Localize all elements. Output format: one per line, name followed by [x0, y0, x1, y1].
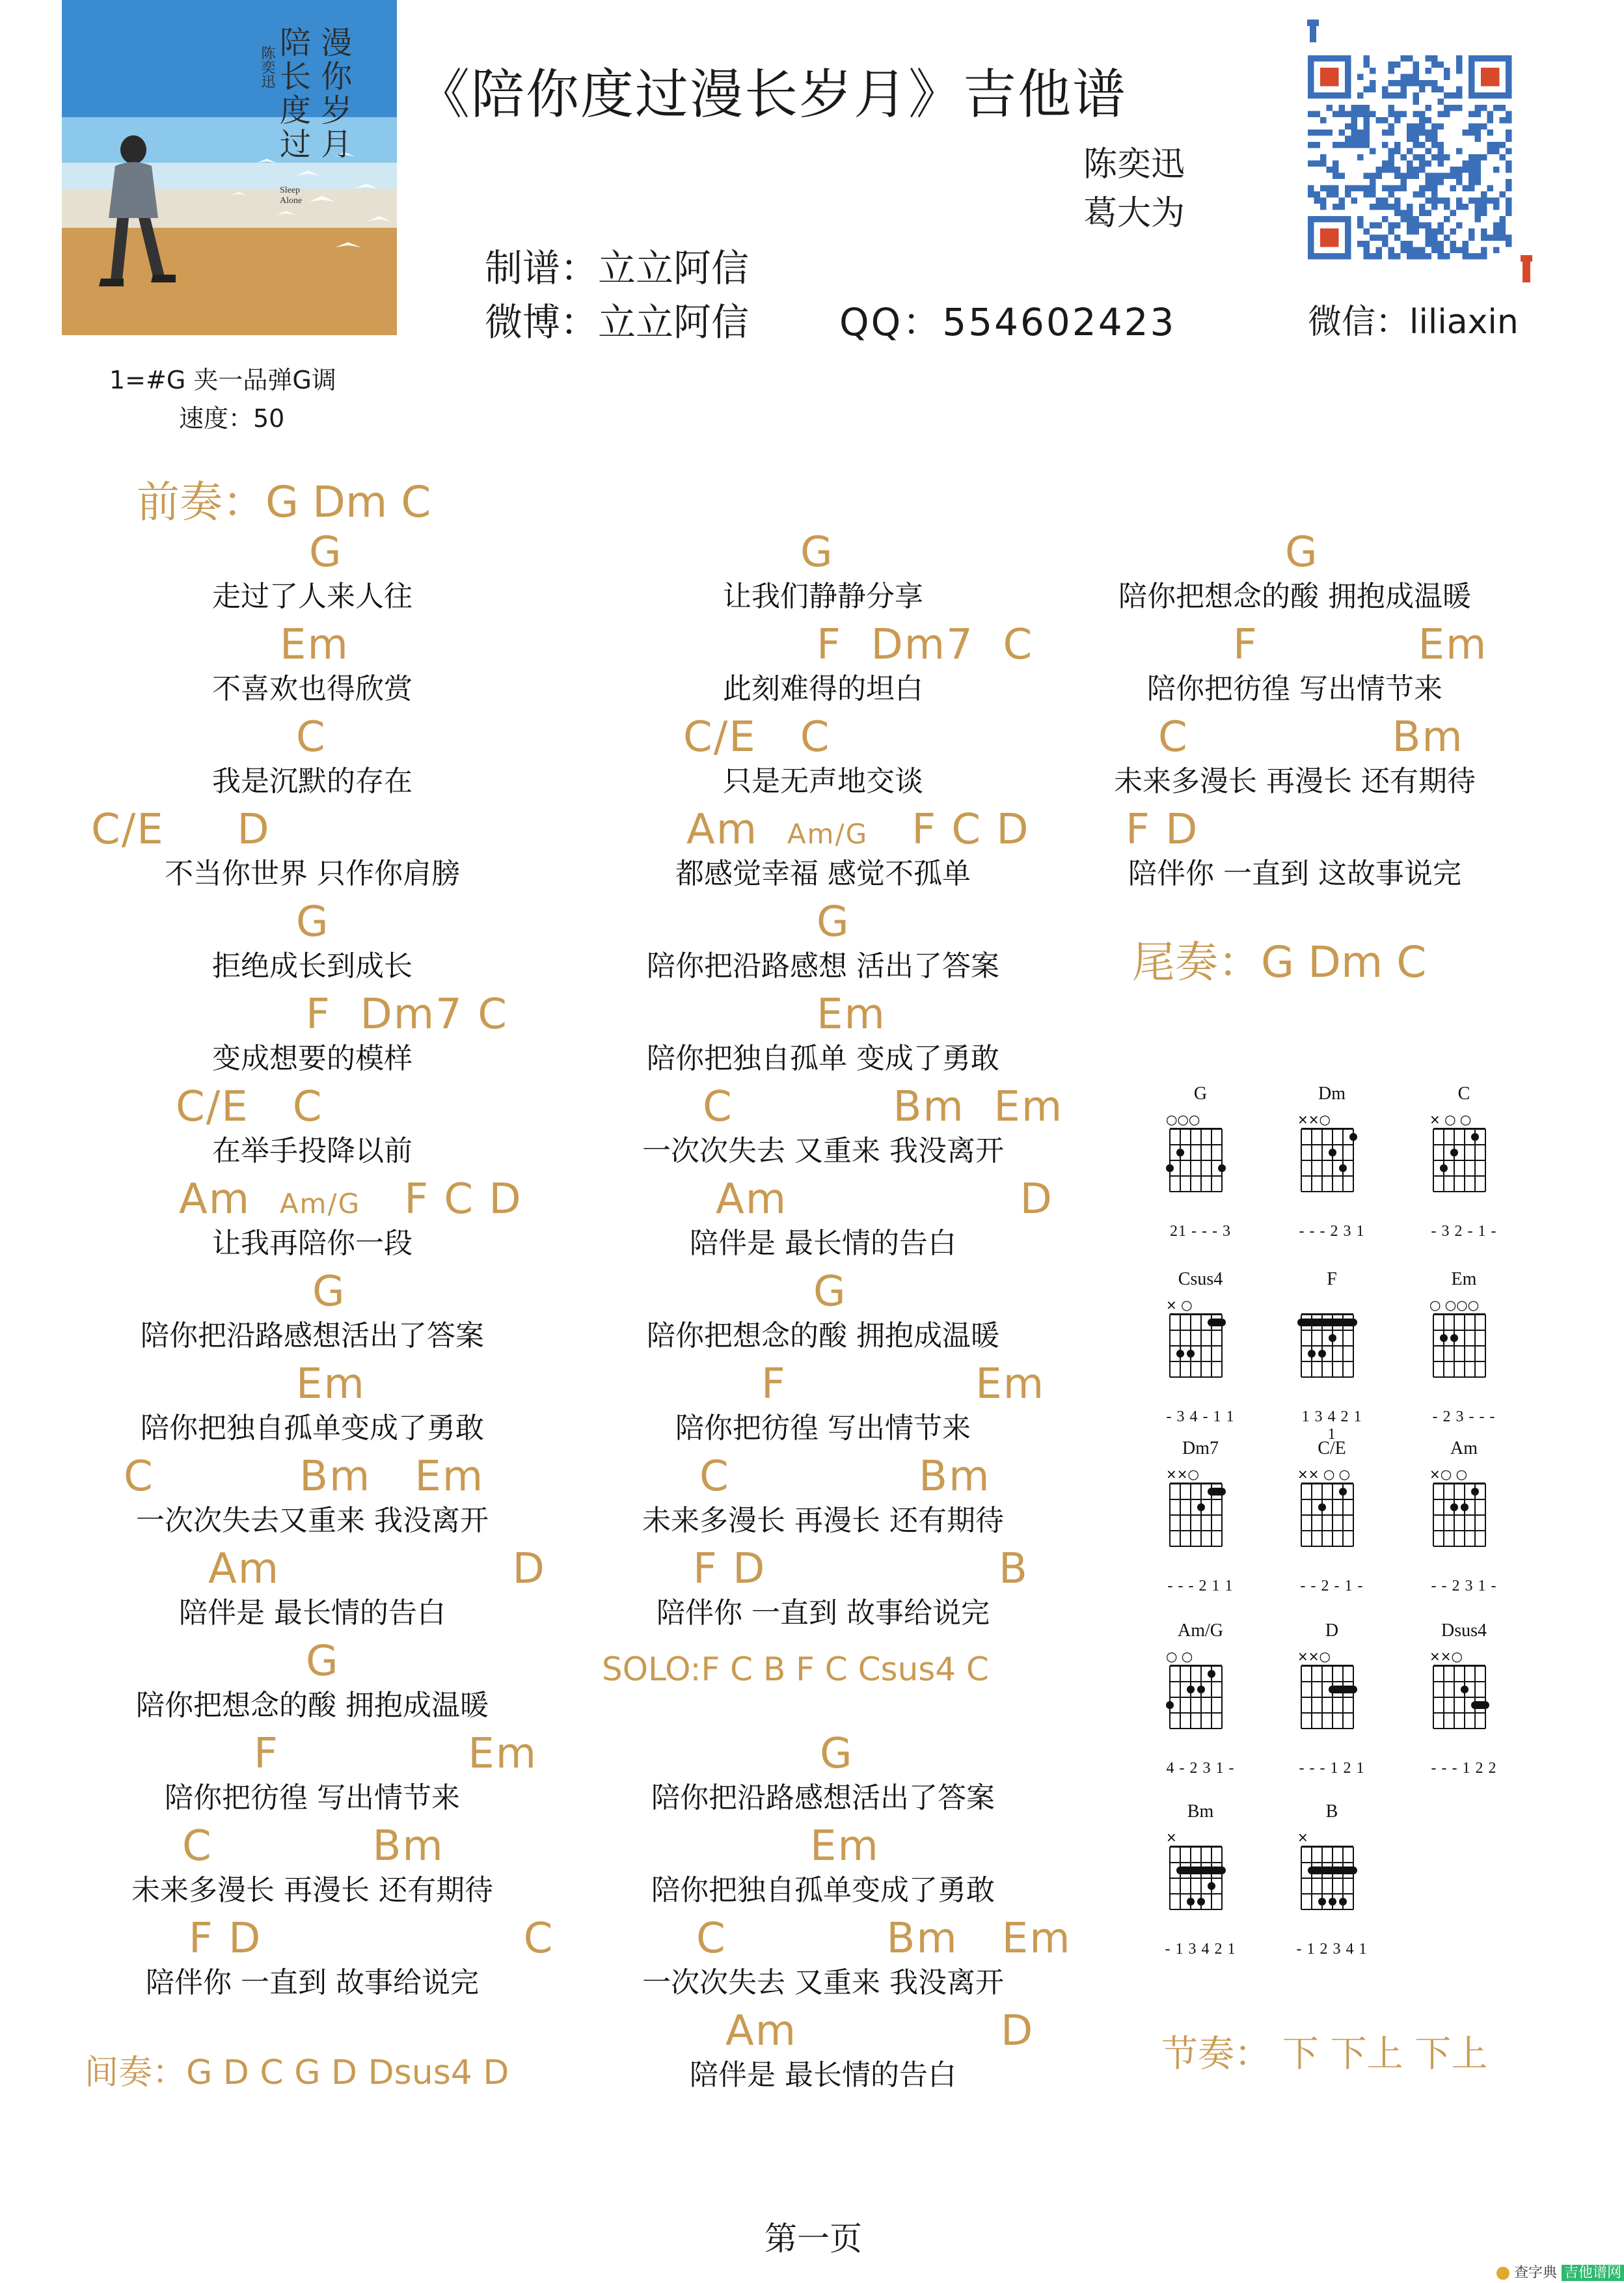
- chord-diagram-d: [1296, 1620, 1400, 1783]
- lyric-line: 陪你把想念的酸 拥抱成温暖: [647, 1319, 999, 1352]
- barre: [1297, 1319, 1357, 1326]
- wechat: 微信：liliaxin: [1308, 303, 1519, 342]
- open-mute-markers: ○ ○: [1166, 1648, 1193, 1664]
- finger-dot: [1308, 1350, 1316, 1358]
- chord-a: Am: [686, 806, 759, 854]
- lyric-line: 只是无声地交谈: [723, 765, 923, 798]
- chord-line: C/E D: [91, 806, 271, 854]
- chord-b: Am/G: [787, 818, 869, 850]
- lyric-line: 陪伴是 最长情的告白: [690, 2058, 956, 2092]
- chord-diagram-name: Dm7: [1182, 1438, 1219, 1458]
- fretboard: [1165, 1295, 1243, 1406]
- lyric-line: 未来多漫长 再漫长 还有期待: [131, 1874, 493, 1907]
- chord-line: F Em: [254, 1730, 538, 1778]
- fingering: 4 - 2 3 1 -: [1166, 1760, 1235, 1777]
- chord-diagram-name: F: [1327, 1269, 1337, 1289]
- fingering: - 2 3 - - -: [1432, 1408, 1496, 1425]
- arranger: 制谱：立立阿信: [485, 246, 750, 290]
- lyric-line: 陪你把沿路感想活出了答案: [651, 1781, 995, 1814]
- open-mute-markers: ×× ○ ○: [1297, 1466, 1351, 1482]
- fingering: - 3 4 - 1 1: [1166, 1408, 1235, 1425]
- chord-line: F Em: [1233, 621, 1488, 669]
- chord-diagram-name: Am/G: [1178, 1620, 1223, 1641]
- fretboard: [1296, 1110, 1374, 1220]
- chord-line: G: [800, 528, 834, 577]
- fretboard: [1165, 1110, 1243, 1220]
- chord-diagram-name: Csus4: [1178, 1269, 1223, 1289]
- chord-line: G: [820, 1730, 854, 1778]
- open-mute-markers: ×○ ○: [1429, 1466, 1468, 1482]
- chord-b: Am/G: [279, 1188, 361, 1220]
- finger-dot: [1339, 1898, 1347, 1906]
- finger-dot: [1166, 1164, 1174, 1172]
- finger-dot: [1329, 1898, 1336, 1906]
- outro-label: 尾奏：G Dm C: [1132, 937, 1427, 987]
- fingering: - 1 2 3 4 1: [1296, 1941, 1368, 1958]
- chord-line: F D: [1126, 806, 1199, 854]
- chord-diagram-name: Dm: [1318, 1084, 1346, 1104]
- barre: [1176, 1866, 1226, 1874]
- chord-diagram-am-g: [1165, 1620, 1269, 1783]
- chord-diagram-b: [1296, 1801, 1400, 1964]
- solo-line: SOLO:F C B F C Csus4 C: [602, 1650, 989, 1688]
- chord-diagram-name: Dsus4: [1441, 1620, 1487, 1641]
- chord-diagram-name: Am: [1450, 1438, 1478, 1458]
- chord-line: Em: [817, 991, 886, 1039]
- open-mute-markers: × ○ ○: [1429, 1112, 1472, 1127]
- lyric-line: 让我再陪你一段: [212, 1227, 413, 1260]
- fretboard: [1165, 1464, 1243, 1575]
- chord-c: F C D: [912, 806, 1030, 854]
- open-mute-markers: ○ ○○○: [1429, 1297, 1480, 1313]
- finger-dot: [1176, 1350, 1184, 1358]
- site-logo: 查字典 吉他谱网: [1496, 2262, 1624, 2282]
- finger-dot: [1440, 1334, 1448, 1342]
- finger-dot: [1166, 1701, 1174, 1709]
- finger-dot: [1339, 1488, 1347, 1496]
- barre: [1208, 1319, 1226, 1326]
- fingering: - 3 2 - 1 -: [1431, 1223, 1497, 1240]
- finger-dot: [1187, 1686, 1195, 1693]
- fingering: - - 2 - 1 -: [1300, 1578, 1364, 1594]
- finger-dot: [1450, 1334, 1458, 1342]
- chord-line: Am D: [725, 2007, 1035, 2055]
- lyric-line: 陪你把彷徨 写出情节来: [675, 1412, 971, 1445]
- strum-pattern: 节奏： 下 下上 下上: [1161, 2033, 1488, 2075]
- fingering: - - - 1 2 1: [1299, 1760, 1365, 1777]
- finger-dot: [1197, 1898, 1205, 1906]
- page-number: 第一页: [765, 2220, 862, 2258]
- finger-dot: [1187, 1350, 1195, 1358]
- chord-line: C/E C: [176, 1083, 323, 1131]
- open-mute-markers: ××○: [1166, 1466, 1199, 1482]
- chord-line: F D B: [693, 1545, 1029, 1593]
- finger-dot: [1339, 1164, 1347, 1172]
- fingering: - - - 1 2 2: [1431, 1760, 1497, 1777]
- finger-dot: [1461, 1503, 1468, 1511]
- finger-dot: [1208, 1882, 1215, 1890]
- cover-title: 陪 漫 长 你 度 岁 过 月: [280, 25, 353, 163]
- chord-diagram-name: C: [1457, 1084, 1470, 1104]
- chord-line: C/E C: [683, 713, 831, 761]
- chord-line: Em: [810, 1822, 880, 1870]
- finger-dot: [1197, 1686, 1205, 1693]
- chord-diagram-name: Em: [1451, 1269, 1477, 1289]
- lyric-line: 陪你把想念的酸 拥抱成温暖: [1118, 580, 1471, 613]
- fingering: - - - 2 1 1: [1167, 1578, 1234, 1594]
- open-mute-markers: ××○: [1429, 1648, 1463, 1664]
- lyric-line: 都感觉幸福 感觉不孤单: [675, 857, 971, 890]
- lyric-line: 陪你把沿路感想 活出了答案: [647, 950, 999, 983]
- key-info: 1=#G 夹一品弹G调: [109, 366, 336, 394]
- lyric-line: 未来多漫长 再漫长 还有期待: [642, 1504, 1004, 1537]
- barre: [1308, 1866, 1357, 1874]
- chord-diagram-name: B: [1325, 1801, 1338, 1822]
- fingering: 21 - - - 3: [1170, 1223, 1231, 1240]
- chord-a: Am: [179, 1175, 251, 1224]
- album-cover: [62, 0, 397, 335]
- lyric-line: 我是沉默的存在: [212, 765, 413, 798]
- chord-line: G: [813, 1268, 847, 1316]
- lyric-line: 未来多漫长 再漫长 还有期待: [1114, 765, 1476, 798]
- chord-line: [179, 1175, 522, 1224]
- logo-icon: [1496, 2267, 1509, 2280]
- lyric-line: 不当你世界 只作你肩膀: [165, 857, 460, 890]
- qq: QQ：554602423: [839, 300, 1176, 344]
- finger-dot: [1318, 1898, 1326, 1906]
- qr-code: [1292, 20, 1539, 286]
- lyric-line: 陪你把想念的酸 拥抱成温暖: [136, 1689, 489, 1722]
- chord-line: F Dm7 C: [817, 621, 1034, 669]
- open-mute-markers: ××○: [1297, 1112, 1331, 1127]
- chord-diagram-c-e: [1296, 1438, 1400, 1601]
- chord-line: C Bm: [1158, 713, 1464, 761]
- finger-dot: [1176, 1149, 1184, 1156]
- intro-label: 前奏：G Dm C: [137, 477, 431, 527]
- chord-diagram-csus4: [1165, 1269, 1269, 1432]
- lyric-line: 陪伴你 一直到 故事给说完: [146, 1966, 479, 1999]
- lyric-line: 一次次失去又重来 我没离开: [136, 1504, 489, 1537]
- chord-diagram-name: G: [1193, 1084, 1208, 1104]
- fretboard: [1428, 1295, 1506, 1406]
- finger-dot: [1318, 1350, 1326, 1358]
- finger-dot: [1218, 1164, 1226, 1172]
- fretboard: [1165, 1647, 1243, 1757]
- singer: 陈奕迅: [1083, 145, 1185, 184]
- chord-diagram-f: [1296, 1269, 1400, 1443]
- cover-artist: 陈奕迅: [259, 46, 275, 89]
- fretboard: [1428, 1464, 1506, 1575]
- lyric-line: 陪你把彷徨 写出情节来: [165, 1781, 460, 1814]
- chord-line: C Bm Em: [703, 1083, 1064, 1131]
- fretboard: [1165, 1827, 1243, 1938]
- composer: 葛大为: [1083, 194, 1185, 233]
- finger-dot: [1329, 1686, 1336, 1693]
- chord-line: G: [306, 1637, 340, 1686]
- fretboard: [1428, 1110, 1506, 1220]
- chord-line: C: [296, 713, 327, 761]
- chord-diagram-dm7: [1165, 1438, 1269, 1601]
- page-title: 《陪你度过漫长岁月》吉他谱: [416, 64, 1128, 126]
- open-mute-markers: ×: [1166, 1829, 1177, 1845]
- lyric-line: 陪伴你 一直到 这故事说完: [1128, 857, 1461, 890]
- barre: [1471, 1701, 1489, 1709]
- chord-line: G: [296, 898, 330, 946]
- lyric-line: 在举手投降以前: [212, 1134, 413, 1168]
- open-mute-markers: ××○: [1297, 1648, 1331, 1664]
- chord-line: Em: [280, 621, 349, 669]
- chord-diagram-dsus4: [1428, 1620, 1532, 1783]
- lyric-line: 陪你把彷徨 写出情节来: [1147, 672, 1442, 705]
- finger-dot: [1450, 1149, 1458, 1156]
- open-mute-markers: × ○: [1166, 1297, 1193, 1313]
- lyric-line: 陪你把独自孤单 变成了勇敢: [647, 1042, 999, 1075]
- chord-line: Am D: [208, 1545, 546, 1593]
- finger-dot: [1187, 1898, 1195, 1906]
- chord-line: F Em: [761, 1360, 1046, 1408]
- finger-dot: [1318, 1503, 1326, 1511]
- chord-line: Am D: [716, 1175, 1053, 1224]
- chord-diagram-name: D: [1325, 1620, 1339, 1641]
- lyric-line: 陪伴是 最长情的告白: [179, 1596, 446, 1630]
- chord-diagram-name: Bm: [1187, 1801, 1214, 1822]
- fingering: - - - 2 3 1: [1299, 1223, 1365, 1240]
- chord-line: F Dm7 C: [306, 991, 508, 1039]
- lyric-line: 一次次失去 又重来 我没离开: [642, 1134, 1004, 1168]
- fretboard: [1296, 1464, 1374, 1575]
- interlude-label: 间奏：G D C G D Dsus4 D: [85, 2053, 509, 2092]
- chord-line: Em: [296, 1360, 366, 1408]
- finger-dot: [1349, 1133, 1357, 1141]
- chord-line: C Bm: [182, 1822, 444, 1870]
- fingering: - 1 3 4 2 1: [1165, 1941, 1236, 1958]
- weibo: 微博：立立阿信: [485, 300, 750, 344]
- chord-line: G: [312, 1268, 346, 1316]
- chord-line: G: [309, 528, 343, 577]
- lyric-line: 不喜欢也得欣赏: [212, 672, 413, 705]
- lyric-line: 拒绝成长到成长: [212, 950, 413, 983]
- finger-dot: [1471, 1488, 1479, 1496]
- lyric-line: 陪伴你 一直到 故事给说完: [656, 1596, 990, 1630]
- chord-diagram-am: [1428, 1438, 1532, 1601]
- lyric-line: 陪伴是 最长情的告白: [690, 1227, 956, 1260]
- chord-diagram-c: [1428, 1084, 1532, 1246]
- chord-diagram-bm: [1165, 1801, 1269, 1964]
- finger-dot: [1440, 1164, 1448, 1172]
- fretboard: [1296, 1827, 1374, 1938]
- chord-diagram-g: [1165, 1084, 1269, 1246]
- lyric-line: 走过了人来人往: [212, 580, 413, 613]
- chord-diagram-name: C/E: [1318, 1438, 1346, 1458]
- barre: [1208, 1488, 1226, 1496]
- finger-dot: [1450, 1503, 1458, 1511]
- chord-line: F D C: [189, 1915, 554, 1963]
- chord-line: C Bm Em: [124, 1453, 485, 1501]
- lyric-line: 陪你把独自孤单变成了勇敢: [651, 1874, 995, 1907]
- lyric-line: 变成想要的模样: [212, 1042, 413, 1075]
- fingering: - - 2 3 1 -: [1431, 1578, 1497, 1594]
- finger-dot: [1197, 1503, 1205, 1511]
- chord-line: [686, 806, 1030, 854]
- lyric-line: 陪你把沿路感想活出了答案: [141, 1319, 484, 1352]
- cover-english: Sleep Alone: [280, 185, 303, 206]
- finger-dot: [1461, 1686, 1468, 1693]
- open-mute-markers: ×: [1297, 1829, 1308, 1845]
- finger-dot: [1329, 1149, 1336, 1156]
- tempo: 速度：50: [179, 404, 285, 433]
- lyric-line: 陪你把独自孤单变成了勇敢: [141, 1412, 484, 1445]
- chord-line: G: [1285, 528, 1319, 577]
- finger-dot: [1329, 1334, 1336, 1342]
- fingering: 1 3 4 2 1 1: [1301, 1408, 1362, 1443]
- finger-dot: [1208, 1670, 1215, 1678]
- finger-dot: [1471, 1133, 1479, 1141]
- fretboard: [1428, 1647, 1506, 1757]
- chord-line: G: [817, 898, 850, 946]
- lyric-line: 此刻难得的坦白: [723, 672, 923, 705]
- chord-c: F C D: [404, 1175, 522, 1224]
- chord-diagram-dm: [1296, 1084, 1400, 1246]
- chord-line: C Bm Em: [696, 1915, 1072, 1963]
- fretboard: [1296, 1647, 1374, 1757]
- open-mute-markers: ○○○: [1166, 1112, 1200, 1127]
- chord-diagram-em: [1428, 1269, 1532, 1432]
- lyric-line: 让我们静静分享: [723, 580, 923, 613]
- fretboard: [1296, 1295, 1374, 1406]
- lyric-line: 一次次失去 又重来 我没离开: [642, 1966, 1004, 1999]
- chord-line: C Bm: [699, 1453, 991, 1501]
